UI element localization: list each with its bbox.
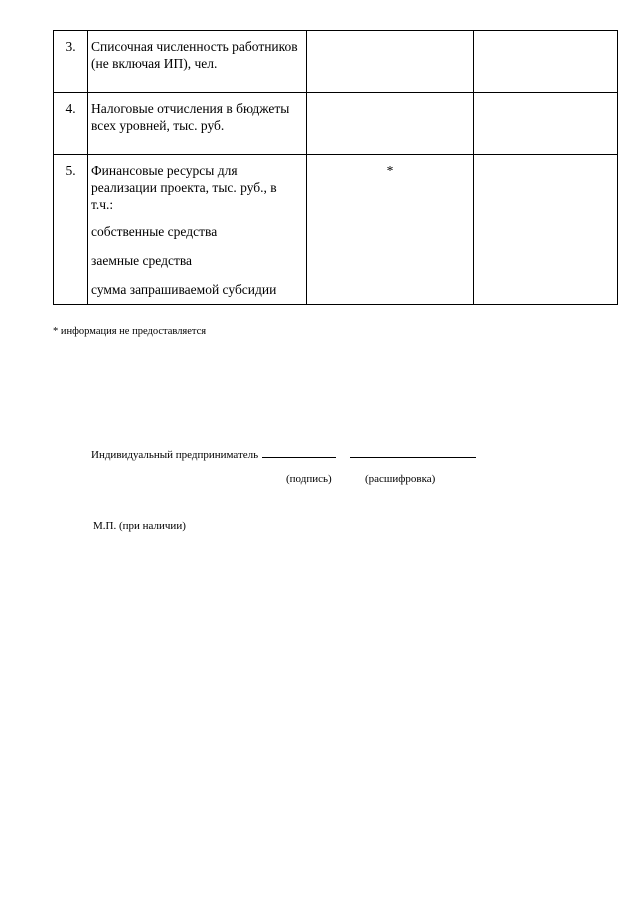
footnote: * информация не предоставляется	[53, 326, 207, 337]
row-description-cell	[88, 31, 307, 93]
signature-line	[91, 448, 476, 461]
value-cell-2	[474, 31, 618, 93]
decode-caption: (расшифровка)	[365, 473, 436, 485]
sub-item-borrowed-funds: заемные средства	[91, 253, 193, 268]
row-description: Налоговые отчисления в бюджеты всех уровней, тыс. руб.	[91, 101, 290, 133]
row-number: 5.	[65, 163, 76, 178]
row-description: Финансовые ресурсы для реализации проекта, тыс. руб., в т.ч.:	[91, 163, 277, 212]
signature-label: Индивидуальный предприниматель	[91, 449, 259, 461]
indicators-table	[53, 30, 618, 305]
signature-caption: (подпись)	[286, 473, 332, 485]
row-number-cell	[54, 155, 88, 305]
row-number: 3.	[65, 39, 76, 54]
sub-item-subsidy-amount: сумма запрашиваемой субсидии	[91, 282, 277, 297]
stamp-place: М.П. (при наличии)	[93, 520, 186, 532]
value-cell-2	[474, 93, 618, 155]
value-cell-1	[307, 155, 474, 305]
value-cell-1	[307, 31, 474, 93]
row-description: Списочная численность работников (не включая ИП), чел.	[91, 39, 298, 71]
row-description-cell	[88, 93, 307, 155]
row-number-cell	[54, 93, 88, 155]
name-decode-blank	[350, 448, 476, 458]
table-row	[54, 155, 618, 305]
asterisk-mark: *	[386, 163, 394, 178]
signature-blank	[262, 448, 336, 458]
value-cell-2	[474, 155, 618, 305]
table-row	[54, 31, 618, 93]
row-number: 4.	[65, 101, 76, 116]
table-row	[54, 93, 618, 155]
value-cell-1	[307, 93, 474, 155]
row-description-cell	[88, 155, 307, 305]
row-number-cell	[54, 31, 88, 93]
sub-item-own-funds: собственные средства	[91, 224, 218, 239]
